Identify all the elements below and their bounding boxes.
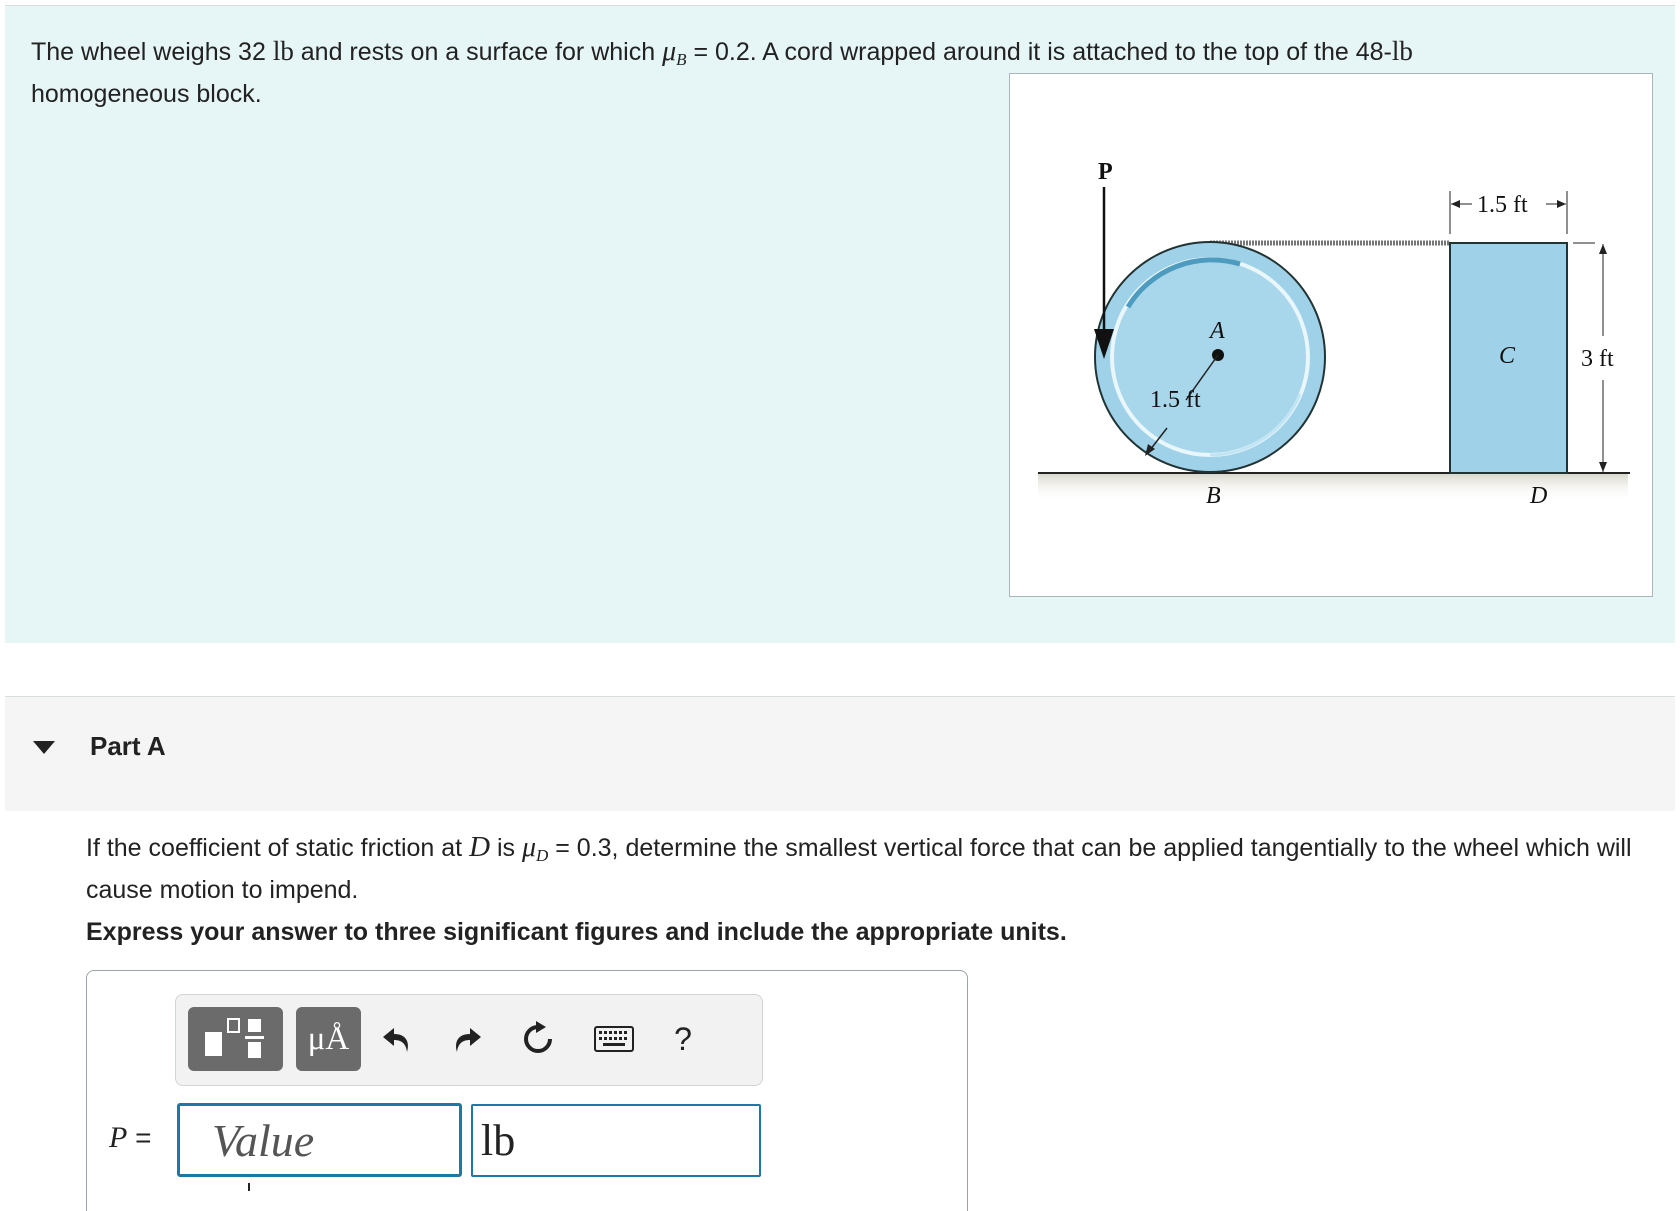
label-d: D [1530, 483, 1548, 509]
mu-symbol: μ [662, 36, 677, 67]
mu-symbol: μ [521, 832, 537, 863]
equals-sign: = [127, 1122, 152, 1153]
dim-width-label: 1.5 ft [1477, 192, 1528, 218]
units-button-label: μÅ [307, 1020, 350, 1057]
collapse-caret-icon[interactable] [33, 741, 55, 754]
unit-lb: lb [272, 36, 294, 66]
dim-height-arrow-top [1599, 244, 1607, 254]
redo-button[interactable] [440, 1007, 494, 1071]
statement-text: and rests on a surface for which [293, 38, 663, 66]
dim-height-label: 3 ft [1581, 346, 1614, 372]
redo-icon [450, 1022, 484, 1056]
answer-unit-input[interactable] [471, 1104, 761, 1177]
math-toolbar [175, 994, 763, 1086]
undo-icon [380, 1022, 414, 1056]
templates-button[interactable] [188, 1007, 283, 1071]
answer-instruction: Express your answer to three significant figures and include the appropriate units. [86, 918, 1067, 946]
part-a-header[interactable] [5, 696, 1675, 811]
answer-variable-label [109, 1121, 151, 1155]
part-a-question [86, 830, 1676, 908]
answer-value-input[interactable] [177, 1103, 462, 1177]
part-a-title: Part A [90, 731, 166, 761]
answer-area [86, 970, 968, 1211]
mu-subscript-d: D [536, 846, 549, 865]
dim-height-arrow-bottom [1599, 462, 1607, 472]
reset-icon [519, 1020, 557, 1058]
label-a: A [1210, 318, 1225, 344]
problem-intro [5, 6, 1675, 643]
wheel-block-diagram [1010, 74, 1652, 596]
label-p: P [1098, 159, 1113, 185]
keyboard-icon [594, 1026, 634, 1052]
question-text: is [490, 834, 522, 862]
variable-p: P [109, 1121, 128, 1154]
problem-figure [1009, 73, 1653, 597]
question-text: = 0.3, determine the smallest vertical force that can be applied tangentially to the wheel which will cause motion to impend. [86, 834, 1632, 904]
help-button[interactable]: ? [674, 1020, 692, 1057]
var-d: D [469, 831, 491, 863]
statement-text: = 0.2. A cord wrapped around it is attached to the top of the 48- [686, 38, 1392, 66]
undo-button[interactable] [370, 1007, 424, 1071]
label-c: C [1499, 343, 1516, 369]
label-b: B [1206, 483, 1221, 509]
dim-width-arrow-right [1557, 200, 1566, 208]
reset-button[interactable] [511, 1007, 565, 1071]
unit-lb: lb [1391, 36, 1413, 66]
statement-text: The wheel weighs 32 [31, 38, 273, 66]
templates-icon [188, 1007, 283, 1071]
mu-subscript-b: B [676, 50, 687, 69]
dim-width-arrow-left [1451, 200, 1460, 208]
dim-radius-label: 1.5 ft [1150, 387, 1201, 413]
keyboard-button[interactable] [592, 1007, 636, 1071]
question-text: If the coefficient of static friction at [86, 834, 470, 862]
text-cursor [248, 1183, 250, 1191]
units-button[interactable] [296, 1007, 361, 1071]
statement-text: homogeneous block. [31, 80, 262, 108]
